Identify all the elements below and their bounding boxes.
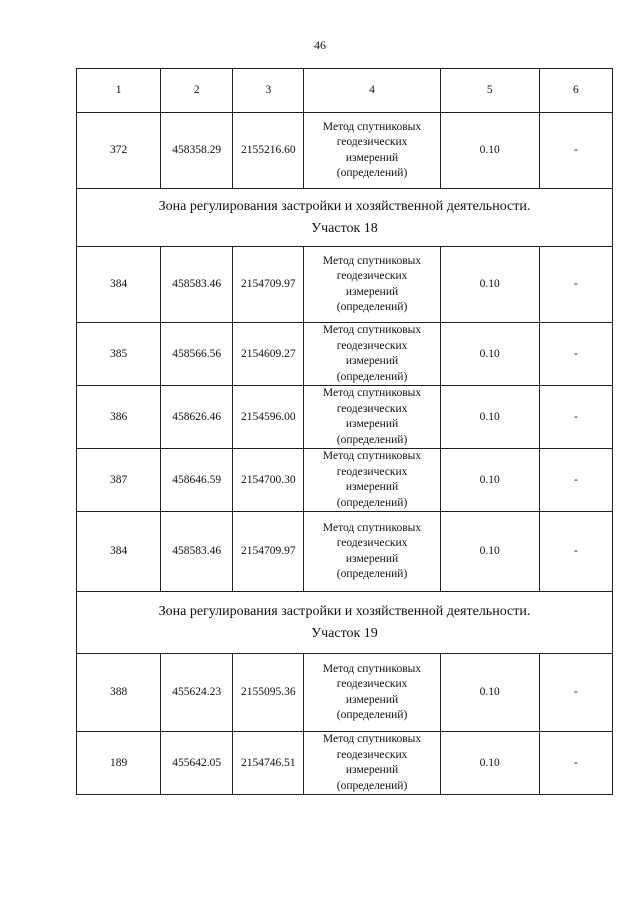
method-line: Метод спутниковых bbox=[322, 662, 422, 675]
method-line: (определений) bbox=[336, 433, 408, 446]
point-number-cell: 385 bbox=[77, 323, 161, 386]
accuracy-cell: 0.10 bbox=[440, 247, 539, 323]
method-line: (определений) bbox=[336, 568, 408, 580]
accuracy-cell: 0.10 bbox=[440, 113, 539, 189]
point-number-cell: 387 bbox=[77, 449, 161, 512]
method-line: Метод спутниковых bbox=[322, 733, 422, 745]
accuracy-cell: 0.10 bbox=[440, 449, 539, 512]
method-line: (определений) bbox=[336, 301, 408, 313]
table-row bbox=[77, 113, 613, 189]
zone-section: Участок 18 bbox=[311, 220, 378, 236]
method-line: (определений) bbox=[336, 709, 408, 721]
table-row bbox=[77, 247, 613, 323]
method-cell bbox=[304, 386, 440, 449]
column-header: 5 bbox=[440, 69, 539, 113]
y-coordinate-cell: 2154609.27 bbox=[233, 323, 304, 386]
table-row bbox=[77, 323, 613, 386]
zone-title: Зона регулирования застройки и хозяйственной деятельности. bbox=[158, 198, 531, 214]
zone-title: Зона регулирования застройки и хозяйственной деятельности. bbox=[158, 603, 531, 619]
note-cell: - bbox=[539, 113, 612, 189]
method-line: геодезических bbox=[336, 678, 408, 690]
accuracy-cell: 0.10 bbox=[440, 323, 539, 386]
table-row bbox=[77, 449, 613, 512]
method-line: геодезических bbox=[336, 339, 408, 352]
note-cell: - bbox=[539, 386, 612, 449]
point-number-cell: 384 bbox=[77, 247, 161, 323]
point-number-cell: 189 bbox=[77, 732, 161, 795]
method-line: измерений bbox=[345, 151, 399, 164]
method-line: измерений bbox=[345, 355, 399, 367]
page-number: 46 bbox=[314, 38, 326, 52]
method-line: Метод спутниковых bbox=[322, 521, 422, 534]
point-number-cell: 384 bbox=[77, 512, 161, 592]
x-coordinate-cell: 455642.05 bbox=[161, 732, 233, 795]
zone-heading bbox=[77, 189, 613, 247]
method-line: Метод спутниковых bbox=[322, 254, 422, 267]
method-line: Метод спутниковых bbox=[322, 387, 422, 399]
y-coordinate-cell: 2154709.97 bbox=[233, 512, 304, 592]
note-cell: - bbox=[539, 323, 612, 386]
method-line: геодезических bbox=[336, 402, 408, 415]
coordinates-table bbox=[76, 68, 613, 795]
header-row bbox=[77, 69, 613, 113]
method-line: измерений bbox=[345, 418, 399, 430]
column-header: 6 bbox=[539, 69, 612, 113]
column-header: 4 bbox=[304, 69, 440, 113]
method-line: (определений) bbox=[336, 167, 408, 179]
y-coordinate-cell: 2154700.30 bbox=[233, 449, 304, 512]
table-row bbox=[77, 654, 613, 732]
method-line: измерений bbox=[345, 481, 399, 493]
table-row bbox=[77, 512, 613, 592]
method-cell bbox=[304, 247, 440, 323]
zone-heading bbox=[77, 592, 613, 654]
method-line: Метод спутниковых bbox=[322, 324, 422, 336]
method-cell bbox=[304, 732, 440, 795]
x-coordinate-cell: 458566.56 bbox=[161, 323, 233, 386]
accuracy-cell: 0.10 bbox=[440, 512, 539, 592]
method-line: геодезических bbox=[336, 136, 408, 148]
y-coordinate-cell: 2155095.36 bbox=[233, 654, 304, 732]
method-cell bbox=[304, 512, 440, 592]
x-coordinate-cell: 458583.46 bbox=[161, 512, 233, 592]
column-header: 3 bbox=[233, 69, 304, 113]
method-line: измерений bbox=[345, 552, 399, 565]
table-row bbox=[77, 732, 613, 795]
accuracy-cell: 0.10 bbox=[440, 654, 539, 732]
method-line: геодезических bbox=[336, 748, 408, 761]
method-line: (определений) bbox=[336, 370, 408, 383]
note-cell: - bbox=[539, 449, 612, 512]
method-line: измерений bbox=[345, 285, 399, 298]
zone-section: Участок 19 bbox=[311, 625, 378, 641]
method-line: Метод спутниковых bbox=[322, 450, 422, 462]
note-cell: - bbox=[539, 732, 612, 795]
method-cell bbox=[304, 654, 440, 732]
y-coordinate-cell: 2154596.00 bbox=[233, 386, 304, 449]
y-coordinate-cell: 2154709.97 bbox=[233, 247, 304, 323]
method-line: (определений) bbox=[336, 779, 408, 792]
table-row bbox=[77, 386, 613, 449]
y-coordinate-cell: 2154746.51 bbox=[233, 732, 304, 795]
x-coordinate-cell: 458646.59 bbox=[161, 449, 233, 512]
point-number-cell: 372 bbox=[77, 113, 161, 189]
zone-heading-row bbox=[77, 592, 613, 654]
column-header: 2 bbox=[161, 69, 233, 113]
method-cell bbox=[304, 323, 440, 386]
x-coordinate-cell: 458626.46 bbox=[161, 386, 233, 449]
method-line: геодезических bbox=[336, 537, 408, 549]
x-coordinate-cell: 458358.29 bbox=[161, 113, 233, 189]
point-number-cell: 386 bbox=[77, 386, 161, 449]
method-cell bbox=[304, 113, 440, 189]
method-line: геодезических bbox=[336, 465, 408, 478]
x-coordinate-cell: 455624.23 bbox=[161, 654, 233, 732]
method-cell bbox=[304, 449, 440, 512]
note-cell: - bbox=[539, 512, 612, 592]
x-coordinate-cell: 458583.46 bbox=[161, 247, 233, 323]
note-cell: - bbox=[539, 654, 612, 732]
method-line: измерений bbox=[345, 764, 399, 776]
method-line: геодезических bbox=[336, 270, 408, 282]
accuracy-cell: 0.10 bbox=[440, 732, 539, 795]
note-cell: - bbox=[539, 247, 612, 323]
point-number-cell: 388 bbox=[77, 654, 161, 732]
y-coordinate-cell: 2155216.60 bbox=[233, 113, 304, 189]
zone-heading-row bbox=[77, 189, 613, 247]
method-line: (определений) bbox=[336, 496, 408, 509]
method-line: измерений bbox=[345, 693, 399, 706]
column-header: 1 bbox=[77, 69, 161, 113]
accuracy-cell: 0.10 bbox=[440, 386, 539, 449]
method-line: Метод спутниковых bbox=[322, 120, 422, 133]
